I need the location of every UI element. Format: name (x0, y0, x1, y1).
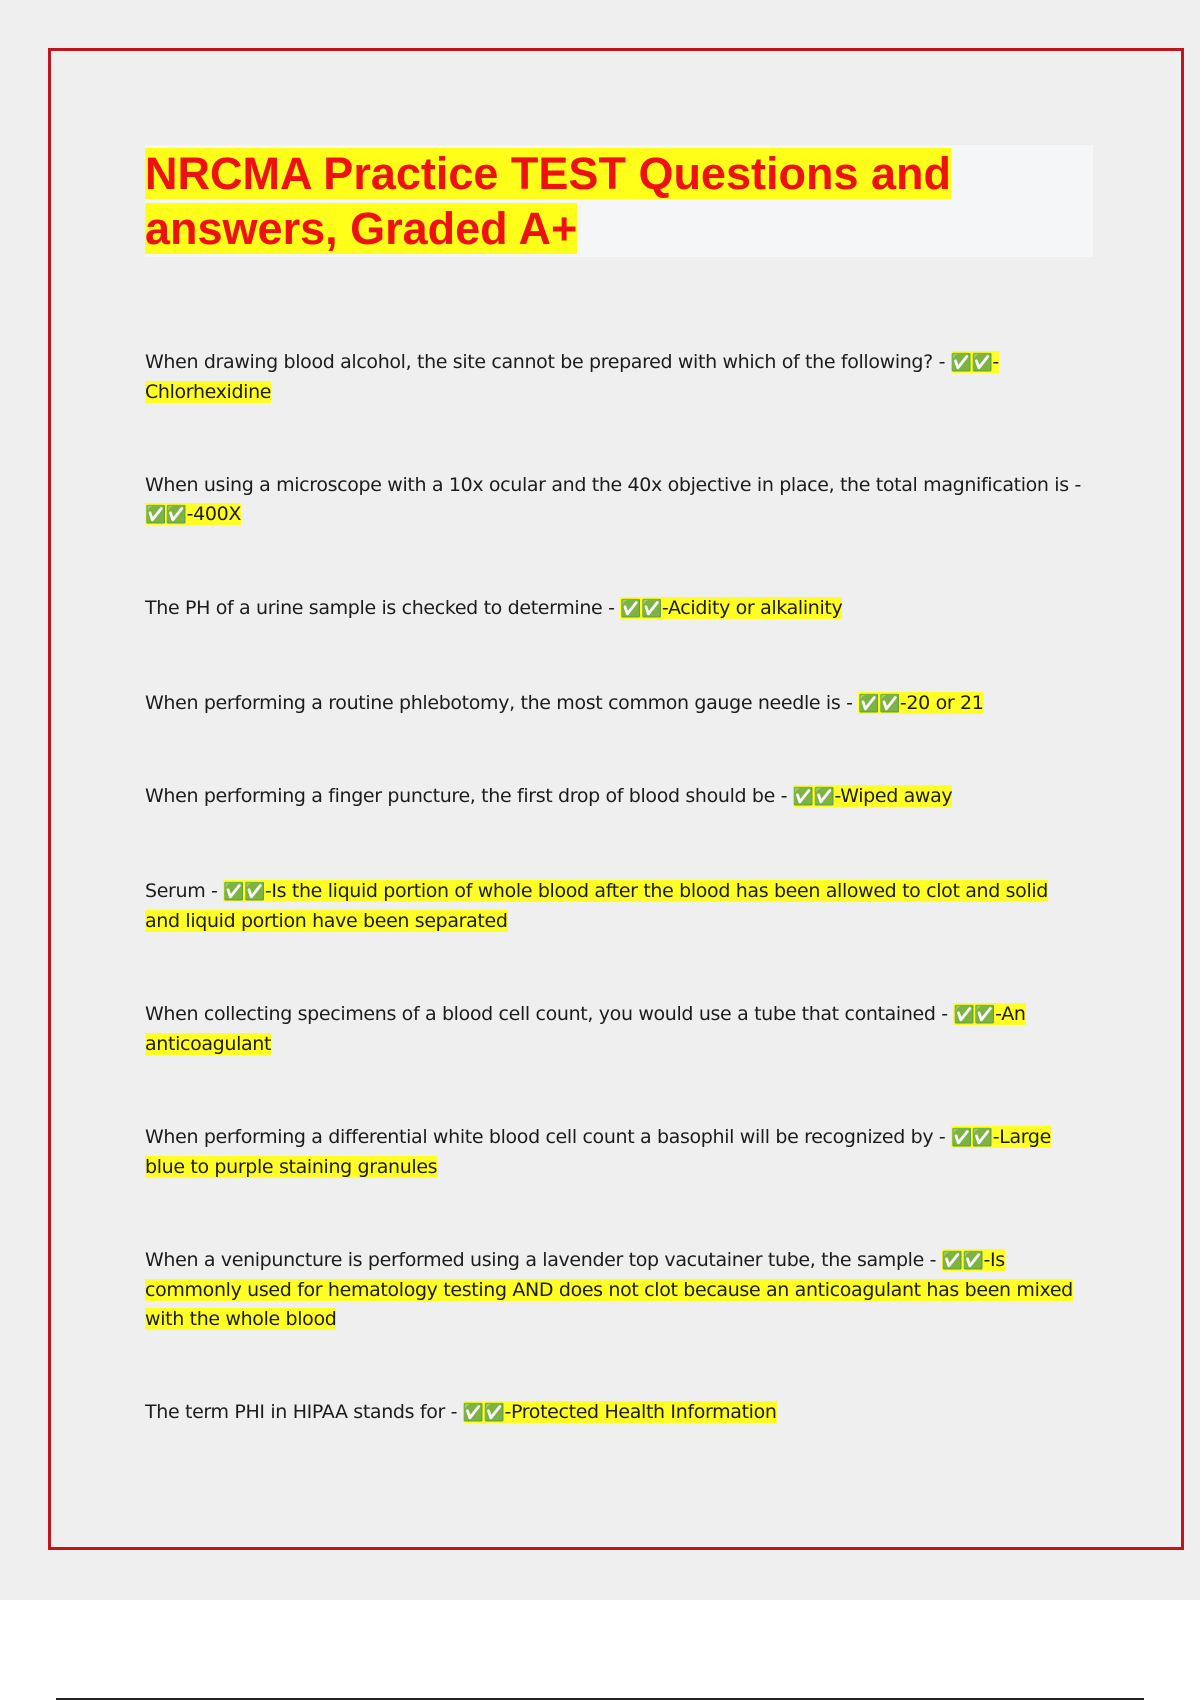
double-check-icon: ✅✅ (951, 1128, 993, 1148)
qa-item-2 (145, 471, 1085, 530)
qa-item-3 (145, 594, 1085, 624)
qa-item-8 (145, 1123, 1085, 1182)
qa-item-7 (145, 1000, 1085, 1059)
qa-item-4 (145, 689, 1085, 719)
double-check-icon: ✅✅ (223, 882, 265, 902)
answer-text: ✅✅-400X (145, 503, 242, 525)
answer-text: ✅✅-Large blue to purple staining granules (145, 1126, 1051, 1178)
qa-item-1 (145, 348, 1085, 407)
question-text: The term PHI in HIPAA stands for - (145, 1401, 463, 1423)
qa-item-5 (145, 782, 1085, 812)
question-text: When performing a finger puncture, the first drop of blood should be - (145, 785, 793, 807)
double-check-icon: ✅✅ (941, 1251, 984, 1271)
answer-text: ✅✅-Wiped away (792, 785, 953, 807)
double-check-icon: ✅✅ (145, 505, 187, 525)
double-check-icon: ✅✅ (953, 1005, 996, 1025)
answer-text: ✅✅-Acidity or alkalinity (620, 597, 843, 619)
answer-text: ✅✅-An anticoagulant (145, 1003, 1026, 1055)
qa-item-10 (145, 1398, 1085, 1428)
double-check-icon: ✅✅ (462, 1403, 505, 1423)
answer-text: ✅✅-Chlorhexidine (145, 351, 999, 403)
question-text: When using a microscope with a 10x ocular and the 40x objective in place, the total magnification is - (145, 474, 1081, 496)
double-check-icon: ✅✅ (950, 353, 993, 373)
answer-text: ✅✅-Is commonly used for hematology testing AND does not clot because an anticoagulant has been mixed with the whole blood (145, 1249, 1073, 1330)
question-text: When collecting specimens of a blood cell count, you would use a tube that contained - (145, 1003, 954, 1025)
double-check-icon: ✅✅ (620, 599, 662, 619)
answer-text: ✅✅-Is the liquid portion of whole blood after the blood has been allowed to clot and solid and liquid portion have been separated (145, 880, 1049, 932)
document-title: NRCMA Practice TEST Questions and answers, Graded A+ (145, 148, 951, 254)
question-text: When a venipuncture is performed using a lavender top vacutainer tube, the sample - (145, 1249, 942, 1271)
double-check-icon: ✅✅ (858, 694, 900, 714)
answer-text: ✅✅-Protected Health Information (462, 1401, 777, 1423)
question-text: Serum - (145, 880, 224, 902)
question-text: When performing a differential white blood cell count a basophil will be recognized by - (145, 1126, 952, 1148)
question-text: When drawing blood alcohol, the site cannot be prepared with which of the following? - (145, 351, 951, 373)
question-text: When performing a routine phlebotomy, the most common gauge needle is - (145, 692, 859, 714)
question-text: The PH of a urine sample is checked to determine - (145, 597, 621, 619)
answer-text: ✅✅-20 or 21 (858, 692, 984, 714)
qa-item-9 (145, 1246, 1085, 1334)
qa-item-6 (145, 877, 1085, 936)
double-check-icon: ✅✅ (792, 787, 835, 807)
